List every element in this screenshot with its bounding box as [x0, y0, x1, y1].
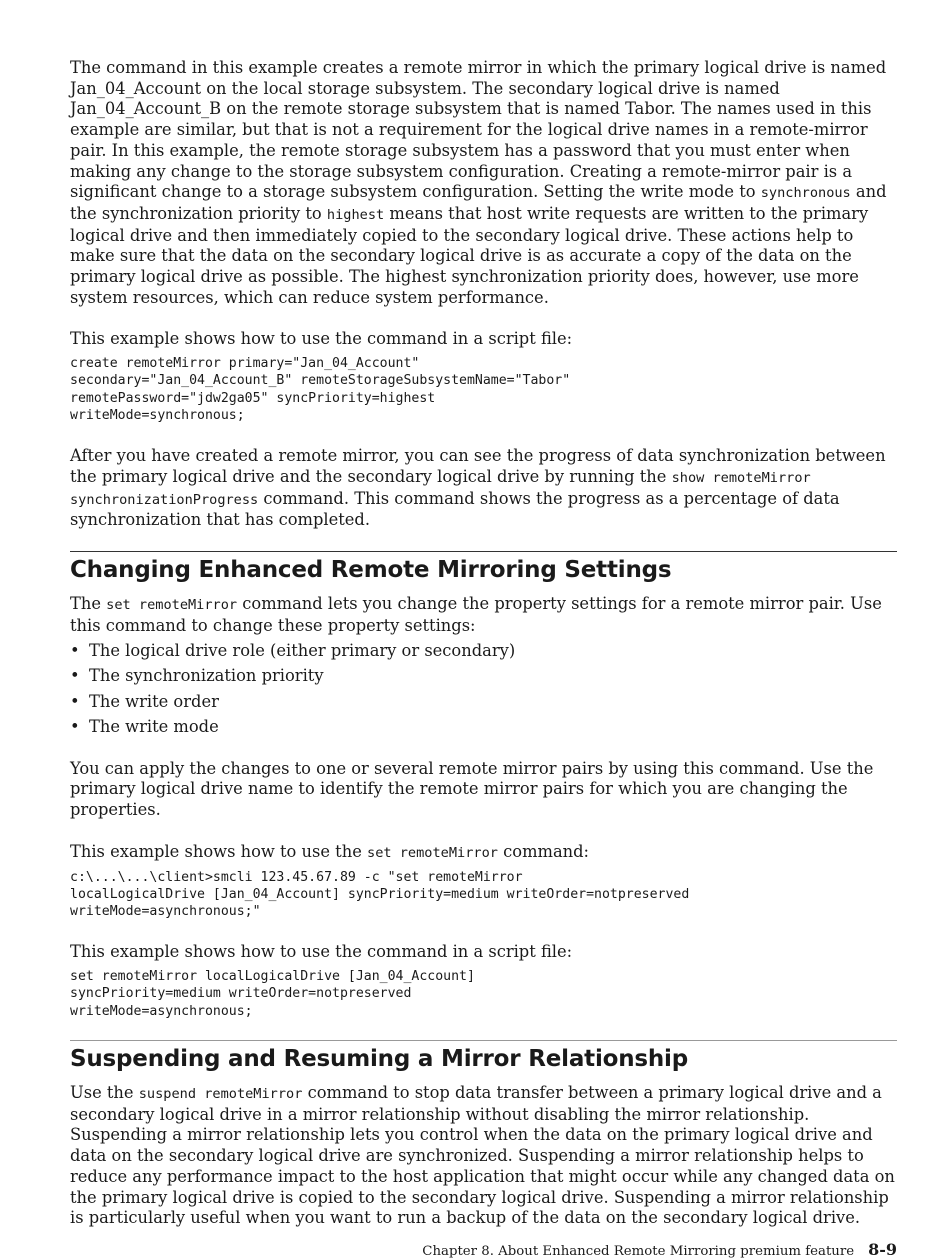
section-divider — [70, 1040, 897, 1041]
document-page — [70, 58, 897, 1229]
section-heading-changing-settings: Changing Enhanced Remote Mirroring Settings — [70, 557, 672, 584]
list-item: • The logical drive role (either primary or secondary) — [70, 641, 516, 661]
create-remote-mirror-code: create remoteMirror primary="Jan_04_Account" secondary="Jan_04_Account_B" remoteStorageSubsystemName="Tabor" remotePassword="jdw2ga05" syncPriority=highest writeMode=synchronous; — [70, 356, 571, 424]
section-divider — [70, 551, 897, 552]
set-remote-mirror-paragraph: The set remoteMirror command lets you change the property settings for a remote mirror pair. Use this command to change these property settings: — [70, 594, 882, 635]
section-heading-suspending: Suspending and Resuming a Mirror Relationship — [70, 1046, 689, 1073]
suspend-paragraph: Use the suspend remoteMirror command to stop data transfer between a primary logical drive and a secondary logical drive in a mirror relationship without disabling the mirror relationship. Suspending a mirror relationship lets you control when the data on the primary logical drive and data on the secondary logical drive are synchronized. Suspending a mirror relationship helps to reduce any performance impact to the host application that might occur while any changed data on the primary logical drive is copied to the secondary logical drive. Suspending a mirror relationship is particularly useful when you want to run a backup of the data on the secondary logical drive. — [70, 1083, 895, 1228]
set-remote-mirror-script-code: set remoteMirror localLogicalDrive [Jan_04_Account] syncPriority=medium writeOrder=notpreserved writeMode=asynchronous; — [70, 969, 475, 1019]
script-example-intro-2: This example shows how to use the command in a script file: — [70, 942, 573, 962]
progress-paragraph: After you have created a remote mirror, you can see the progress of data synchronization between the primary logical drive and the secondary logical drive by running the show remoteMirror synchronizationProgress command. This command shows the progress as a percentage of data synchronization that has completed. — [70, 446, 886, 530]
list-item: • The write order — [70, 691, 219, 711]
page-number: 8-9 — [868, 1240, 897, 1259]
cli-example-intro: This example shows how to use the set remoteMirror command: — [70, 841, 590, 861]
property-settings-list — [70, 641, 897, 738]
set-remote-mirror-cli-code: c:\...\...\client>smcli 123.45.67.89 -c "set remoteMirror localLogicalDrive [Jan_04_Account] syncPriority=medium writeOrder=notpreserved writeMode=asynchronous;" — [70, 869, 690, 920]
bullet-icon: • — [70, 641, 80, 661]
apply-changes-paragraph: You can apply the changes to one or several remote mirror pairs by using this command. Use the primary logical drive name to identify the remote mirror pairs for which you are changing the properties. — [70, 758, 874, 820]
list-item: • The write mode — [70, 717, 219, 737]
bullet-icon: • — [70, 666, 80, 686]
page-footer — [422, 1240, 897, 1259]
bullet-icon: • — [70, 691, 80, 711]
bullet-icon: • — [70, 717, 80, 737]
intro-paragraph: The command in this example creates a remote mirror in which the primary logical drive is named Jan_04_Account on the local storage subsystem. The secondary logical drive is named Jan_04_Account_B on the remote storage subsystem that is named Tabor. The names used in this example are similar, but that is not a requirement for the logical drive names in a remote-mirror pair. In this example, the remote storage subsystem has a password that you must enter when making any change to the storage subsystem configuration. Creating a remote-mirror pair is a significant change to a storage subsystem configuration. Setting the write mode to synchronous and the synchronization priority to highest means that host write requests are written to the primary logical drive and then immediately copied to the secondary logical drive. These actions help to make sure that the data on the secondary logical drive is as accurate a copy of the data on the primary logical drive as possible. The highest synchronization priority does, however, use more system resources, which can reduce system performance. — [70, 58, 887, 307]
list-item: • The synchronization priority — [70, 666, 324, 686]
chapter-title: Chapter 8. About Enhanced Remote Mirroring premium feature — [422, 1244, 855, 1259]
script-example-intro: This example shows how to use the command in a script file: — [70, 329, 573, 349]
